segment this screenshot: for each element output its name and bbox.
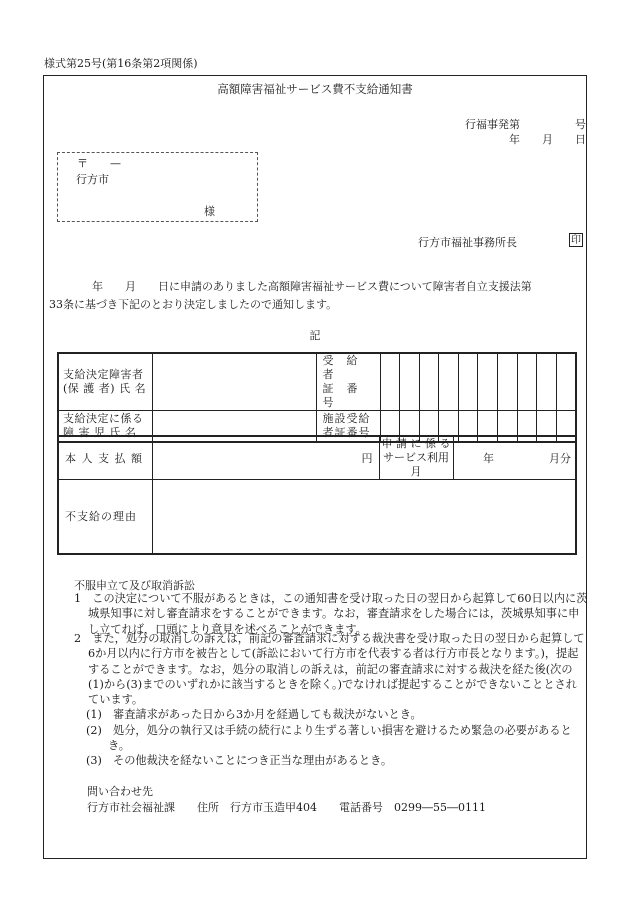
issue-date: 年 月 日 bbox=[509, 133, 586, 146]
guardian-name-label: 支給決定障害者 (保 護 者) 氏 名 bbox=[58, 353, 152, 411]
contact-details: 行方市社会福祉課 住所 行方市玉造甲404 電話番号 0299―55―0111 bbox=[87, 801, 486, 814]
yen-unit: 円 bbox=[361, 452, 373, 465]
recipient-cert-label: 受 給 者 証 番 号 bbox=[316, 353, 380, 411]
service-month-cell: 年 月分 bbox=[453, 436, 576, 480]
digit-cell bbox=[556, 353, 576, 411]
appeal-paragraph-1: 1 この決定について不服があるときは，この通知書を受け取った日の翌日から起算して60日以内に茨城県知事に対し審査請求をすることができます。なお，審査請求をした場合には，茨城県知事に申し立てれば，口頭により意見を述べることができます。 bbox=[74, 592, 588, 636]
digit-cell bbox=[537, 353, 557, 411]
payment-table bbox=[57, 435, 577, 555]
body-line-1: 年 月 日に申請のありました高額障害福祉サービス費について障害者自立支援法第 bbox=[92, 280, 532, 293]
digit-cell bbox=[517, 353, 537, 411]
digit-cell bbox=[439, 353, 459, 411]
appeal-paragraph-2: 2 また，処分の取消しの訴えは，前記の審査請求に対する裁決書を受け取った日の翌日から起算して6か月以内に行方市を被告として(訴訟において行方市を代表する者は行方市長となります。)，提起することができます。なお，処分の取消しの訴えは，前記の審査請求に対する裁決を経た後(次の(1)から(3)までのいずれかに該当するときを除く。)でなければ提起することができないこととされています。 (1) 審査請求があった日から3か月を経過しても裁決がないとき。 (2) 処分，処分の執行又は手続の続行により生ずる著しい損害を避けるため緊急の必要があるとき。 (3) その他裁決を経ないことにつき正当な理由があるとき。 bbox=[74, 631, 588, 769]
contact-title: 問い合わせ先 bbox=[87, 785, 153, 798]
digit-cell bbox=[380, 353, 400, 411]
recipient-honorific: 様 bbox=[204, 205, 215, 218]
seal-mark: 印 bbox=[571, 235, 581, 246]
recipient-city: 行方市 bbox=[76, 173, 109, 186]
service-month-label: 申 請 に 係 る サービス利用月 bbox=[379, 436, 453, 480]
facility-cert-label: 施設受給 者証番号 bbox=[316, 411, 380, 442]
document-title: 高額障害福祉サービス費不支給通知書 bbox=[217, 82, 413, 96]
body-line-2: 33条に基づき下記のとおり決定しましたので通知します。 bbox=[49, 298, 338, 311]
digit-cell bbox=[400, 353, 420, 411]
appeal-item-1: (1) 審査請求があった日から3か月を経過しても裁決がないとき。 bbox=[86, 708, 422, 722]
digit-cell bbox=[419, 353, 439, 411]
appeal-item-3: (3) その他裁決を経ないことにつき正当な理由があるとき。 bbox=[86, 754, 393, 768]
form-number: 様式第25号(第16条第2項関係) bbox=[44, 57, 198, 70]
appeal-title: 不服申立て及び取消訴訟 bbox=[74, 579, 195, 592]
postal-code: 〒 — bbox=[77, 157, 121, 170]
recipient-table bbox=[57, 352, 577, 443]
reason-label: 不支給の理由 bbox=[58, 480, 152, 554]
digit-cell bbox=[498, 353, 518, 411]
amount-cell bbox=[152, 436, 379, 480]
child-name-label: 支給決定に係る 障 害 児 氏 名 bbox=[58, 411, 152, 442]
amount-label: 本 人 支 払 額 bbox=[58, 436, 152, 480]
ki-heading: 記 bbox=[309, 329, 321, 342]
reference-number: 行福事発第 号 bbox=[465, 118, 586, 131]
digit-cell bbox=[458, 353, 478, 411]
digit-cell bbox=[478, 353, 498, 411]
issuer-name: 行方市福祉事務所長 bbox=[418, 236, 517, 249]
guardian-name-cell bbox=[152, 353, 316, 411]
reason-cell bbox=[152, 480, 576, 554]
appeal-item-2: (2) 処分，処分の執行又は手続の続行により生ずる著しい損害を避けるため緊急の必要があるとき。 bbox=[86, 723, 572, 753]
